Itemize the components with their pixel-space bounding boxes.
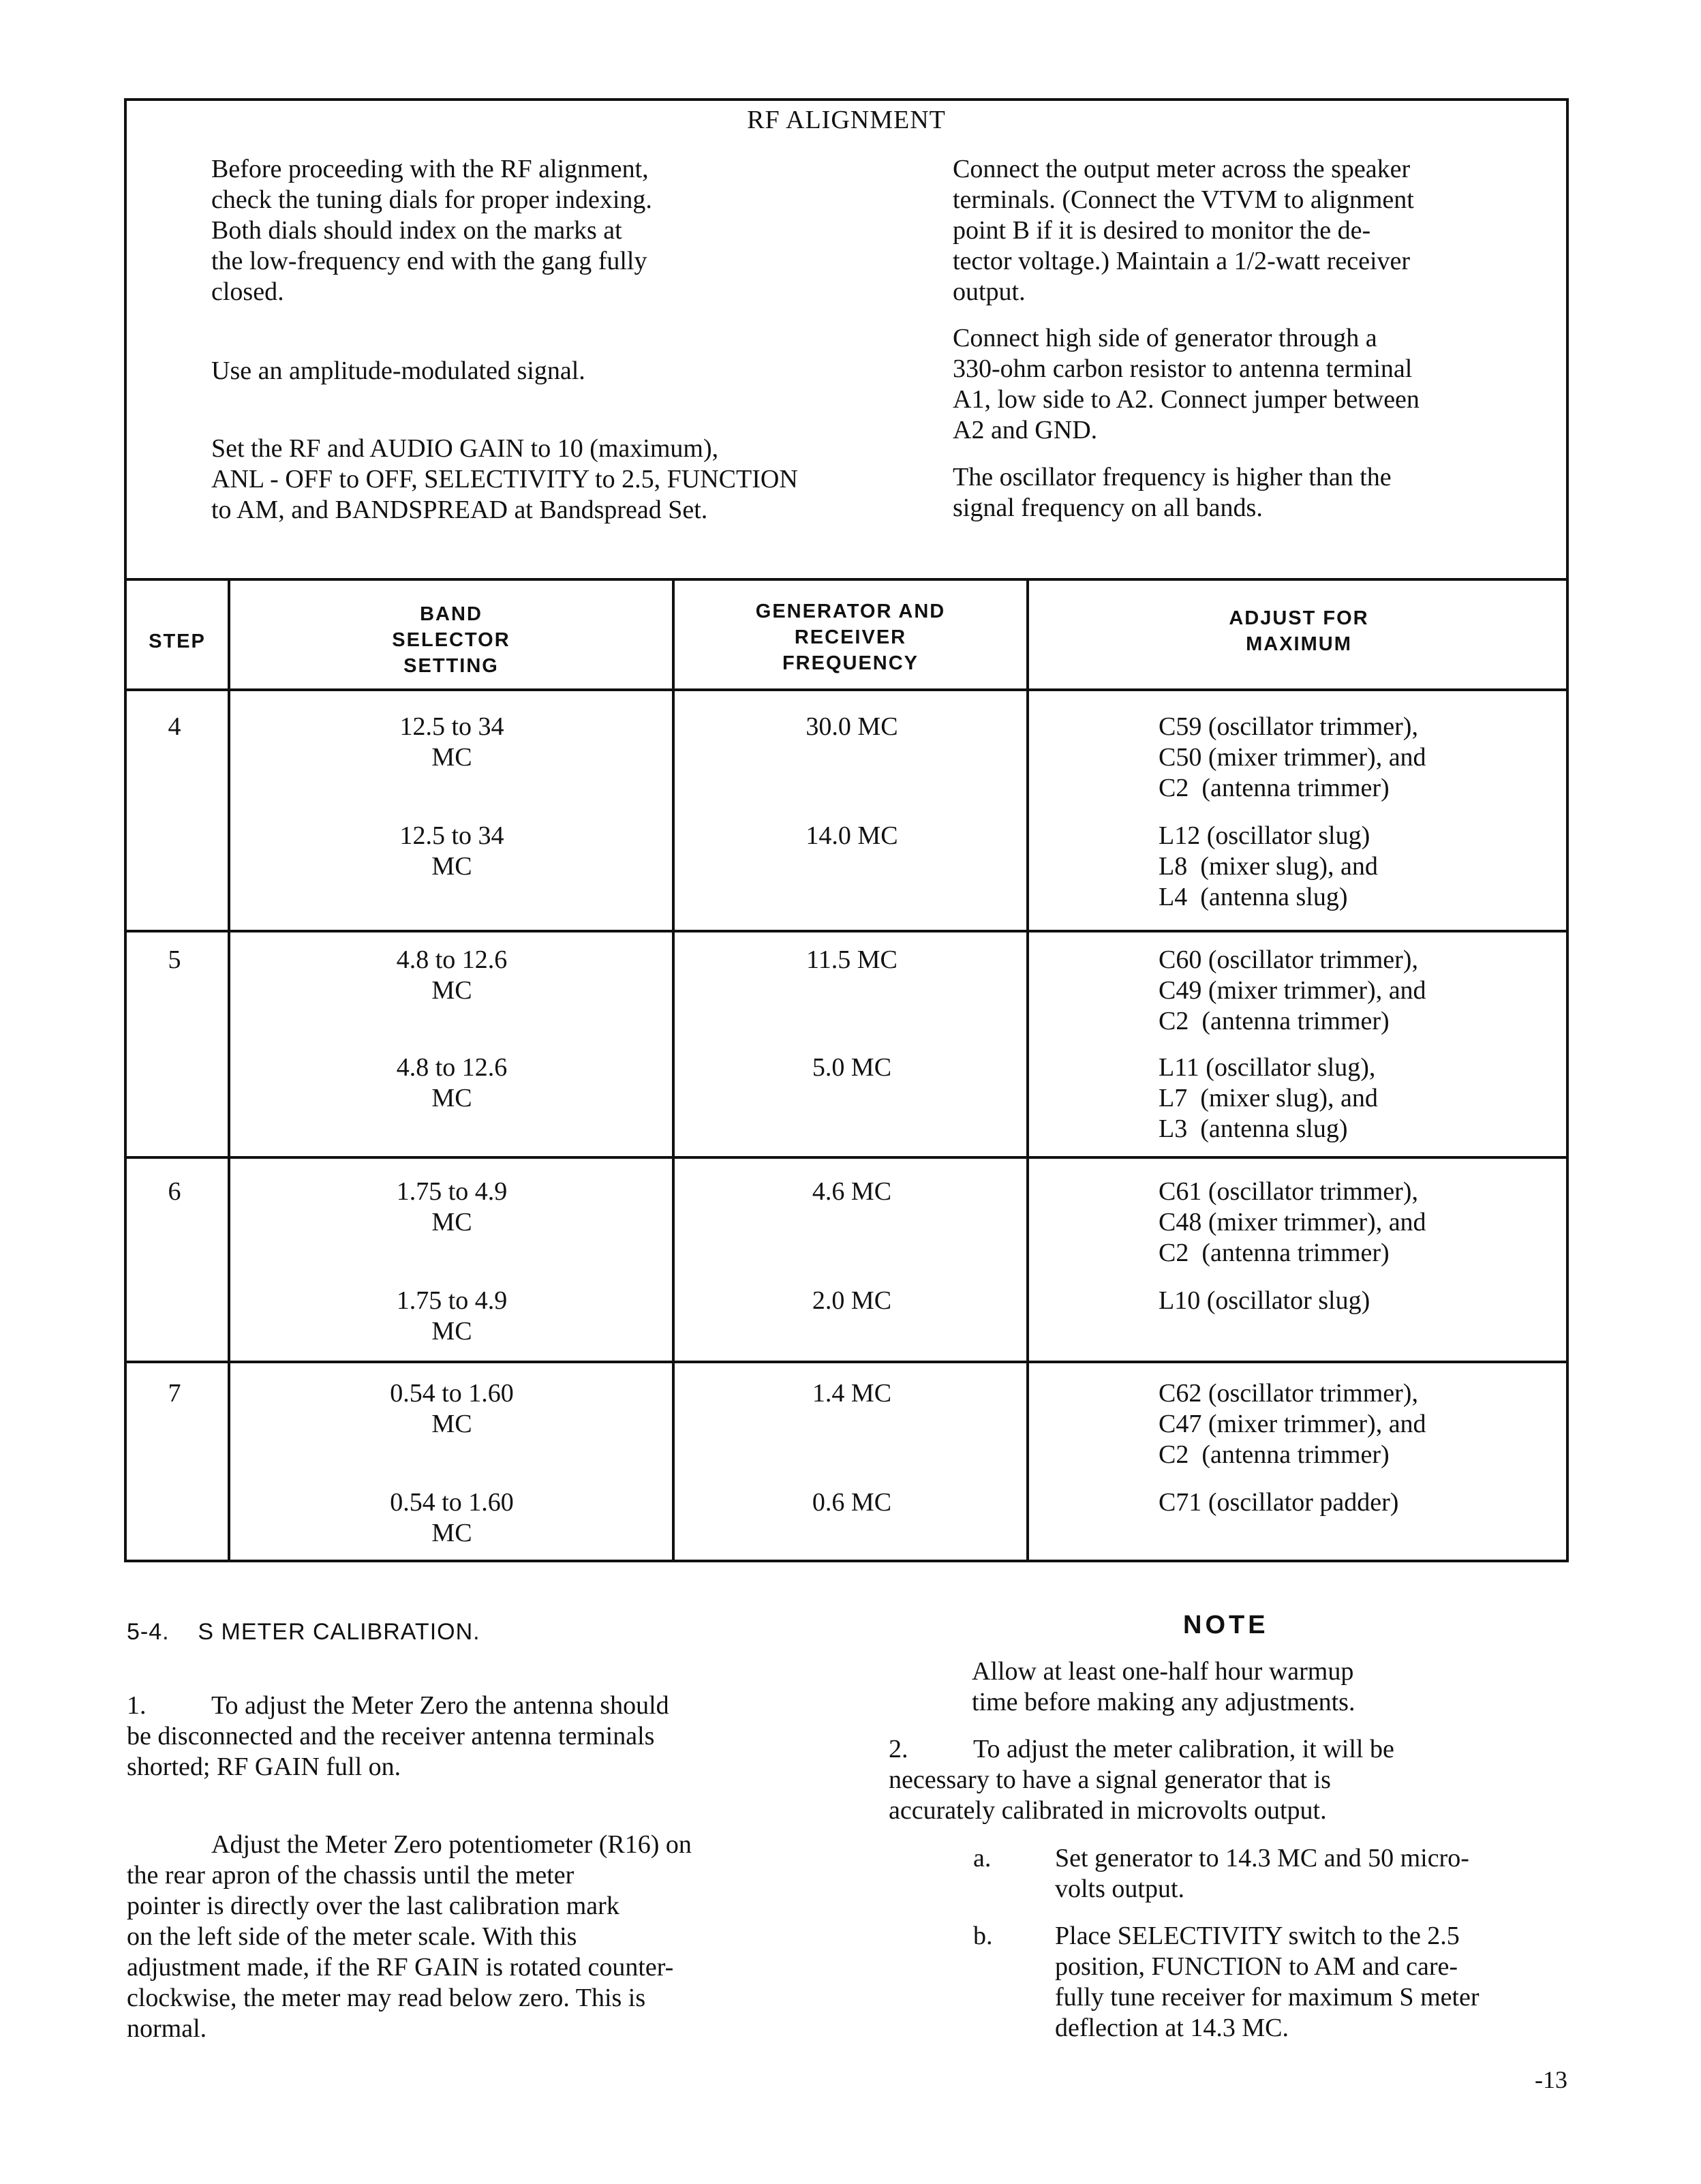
text-line: output. [953,277,1026,306]
text-line: on the left side of the meter scale. With this [127,1922,577,1951]
band-unit: MC [431,852,472,881]
band-setting [232,1378,672,1440]
header-adjust [1029,605,1569,657]
text-line: 330-ohm carbon resistor to antenna terminal [953,354,1413,383]
header-line: ADJUST FOR [1229,607,1369,629]
band-range: 0.54 to 1.60 [390,1488,514,1517]
header-frequency [675,598,1026,676]
frequency: 30.0 MC [806,712,898,741]
header-line: FREQUENCY [782,652,919,674]
step-number: 5 [168,945,181,974]
band-range: 12.5 to 34 [399,821,504,850]
adjustment: C62 (oscillator trimmer), C47 (mixer trimmer), and C2 (antenna trimmer) [1159,1379,1426,1469]
adjustment: C60 (oscillator trimmer), C49 (mixer trimmer), and C2 (antenna trimmer) [1159,945,1426,1035]
band-setting [232,1487,672,1549]
text-line: The oscillator frequency is higher than the [953,463,1392,491]
text-line: ANL - OFF to OFF, SELECTIVITY to 2.5, FUNCTION [211,465,798,494]
text-line: A2 and GND. [953,416,1098,444]
frequency: 4.6 MC [812,1177,892,1206]
text-line: Set the RF and AUDIO GAIN to 10 (maximum), [211,434,719,463]
section-number: 5-4. [127,1619,170,1645]
column-divider [228,578,230,1562]
frequency: 0.6 MC [812,1488,892,1517]
header-line: GENERATOR AND [755,601,946,622]
text-line: closed. [211,277,284,306]
frequency: 1.4 MC [812,1379,892,1408]
band-unit: MC [431,976,472,1005]
band-setting [232,1052,672,1114]
text-line: Before proceeding with the RF alignment, [211,155,649,183]
band-unit: MC [431,1208,472,1237]
section-heading [127,1617,480,1648]
frequency: 14.0 MC [806,821,898,850]
band-range: 1.75 to 4.9 [396,1286,508,1315]
text-line: the low-frequency end with the gang fully [211,247,647,275]
band-setting [232,1177,672,1238]
band-setting [232,1286,672,1347]
band-range: 1.75 to 4.9 [396,1177,508,1206]
band-range: 4.8 to 12.6 [396,945,508,974]
text-line: fully tune receiver for maximum S meter [1055,1983,1480,2012]
header-line: SETTING [403,655,499,677]
text-line: pointer is directly over the last calibration mark [127,1892,619,1920]
band-unit: MC [431,1410,472,1438]
text-line: Connect high side of generator through a [953,324,1377,352]
text-line: check the tuning dials for proper indexing. [211,185,652,214]
text-line: terminals. (Connect the VTVM to alignment [953,185,1414,214]
header-line: SELECTOR [392,629,510,651]
text-line: necessary to have a signal generator that is [889,1765,1331,1794]
band-unit: MC [431,743,472,772]
text-line: Set generator to 14.3 MC and 50 micro- [1055,1844,1469,1872]
text-line: the rear apron of the chassis until the meter [127,1861,574,1890]
header-line: BAND [420,603,482,625]
text-line: be disconnected and the receiver antenna terminals [127,1722,655,1750]
text-line: Adjust the Meter Zero potentiometer (R16) on [211,1830,692,1859]
text-line: To adjust the Meter Zero the antenna should [211,1691,669,1720]
text-line: accurately calibrated in microvolts output. [889,1796,1327,1825]
adjustment: C59 (oscillator trimmer), C50 (mixer trimmer), and C2 (antenna trimmer) [1159,712,1426,802]
frequency: 11.5 MC [806,945,898,974]
paragraph-number: 2. [889,1735,908,1763]
band-setting [232,821,672,882]
header-bottom-border [124,688,1569,691]
frequency: 5.0 MC [812,1053,892,1082]
header-line: MAXIMUM [1246,633,1352,655]
paragraph-number: 1. [127,1691,147,1720]
sub-item-label: b. [973,1922,993,1950]
band-unit: MC [431,1519,472,1547]
step-number: 4 [168,712,181,741]
band-range: 4.8 to 12.6 [396,1053,508,1082]
header-band [230,601,672,679]
frequency: 2.0 MC [812,1286,892,1315]
sub-item-label: a. [973,1844,992,1872]
note-line: time before making any adjustments. [972,1688,1355,1716]
text-line: Both dials should index on the marks at [211,216,622,245]
text-line: Use an amplitude-modulated signal. [211,357,585,385]
adjustment: C61 (oscillator trimmer), C48 (mixer trimmer), and C2 (antenna trimmer) [1159,1177,1426,1267]
text-line: position, FUNCTION to AM and care- [1055,1952,1458,1981]
text-line: To adjust the meter calibration, it will be [973,1735,1394,1763]
step-number: 6 [168,1177,181,1206]
text-line: normal. [127,2014,207,2043]
row-divider [124,1156,1569,1159]
band-setting [232,945,672,1006]
page-number: -13 [1535,2066,1567,2093]
header-line: RECEIVER [794,626,907,648]
note-title: NOTE [1183,1611,1269,1639]
adjustment: L12 (oscillator slug) L8 (mixer slug), and L4 (antenna slug) [1159,821,1378,911]
text-line: to AM, and BANDSPREAD at Bandspread Set. [211,496,708,524]
text-line: point B if it is desired to monitor the de- [953,216,1371,245]
text-line: volts output. [1055,1875,1185,1903]
header-step: STEP [149,631,206,652]
band-unit: MC [431,1317,472,1346]
band-unit: MC [431,1084,472,1112]
text-line: tector voltage.) Maintain a 1/2-watt receiver [953,247,1411,275]
band-range: 0.54 to 1.60 [390,1379,514,1408]
text-line: deflection at 14.3 MC. [1055,2014,1289,2042]
section-title: S METER CALIBRATION. [198,1619,480,1645]
adjustment: L11 (oscillator slug), L7 (mixer slug), and L3 (antenna slug) [1159,1053,1378,1143]
step-number: 7 [168,1379,181,1408]
row-divider [124,1361,1569,1363]
text-line: A1, low side to A2. Connect jumper between [953,385,1420,414]
text-line: adjustment made, if the RF GAIN is rotated counter- [127,1953,674,1982]
text-line: clockwise, the meter may read below zero. This is [127,1984,646,2012]
text-line: Connect the output meter across the speaker [953,155,1411,183]
note-line: Allow at least one-half hour warmup [972,1657,1354,1686]
table-top-border [124,578,1569,581]
row-divider [124,930,1569,932]
text-line: shorted; RF GAIN full on. [127,1753,401,1781]
rf-alignment-title: RF ALIGNMENT [747,106,946,134]
text-line: signal frequency on all bands. [953,494,1263,522]
adjustment: L10 (oscillator slug) [1159,1286,1370,1315]
band-setting [232,712,672,773]
adjustment: C71 (oscillator padder) [1159,1488,1399,1517]
text-line: Place SELECTIVITY switch to the 2.5 [1055,1922,1460,1950]
band-range: 12.5 to 34 [399,712,504,741]
